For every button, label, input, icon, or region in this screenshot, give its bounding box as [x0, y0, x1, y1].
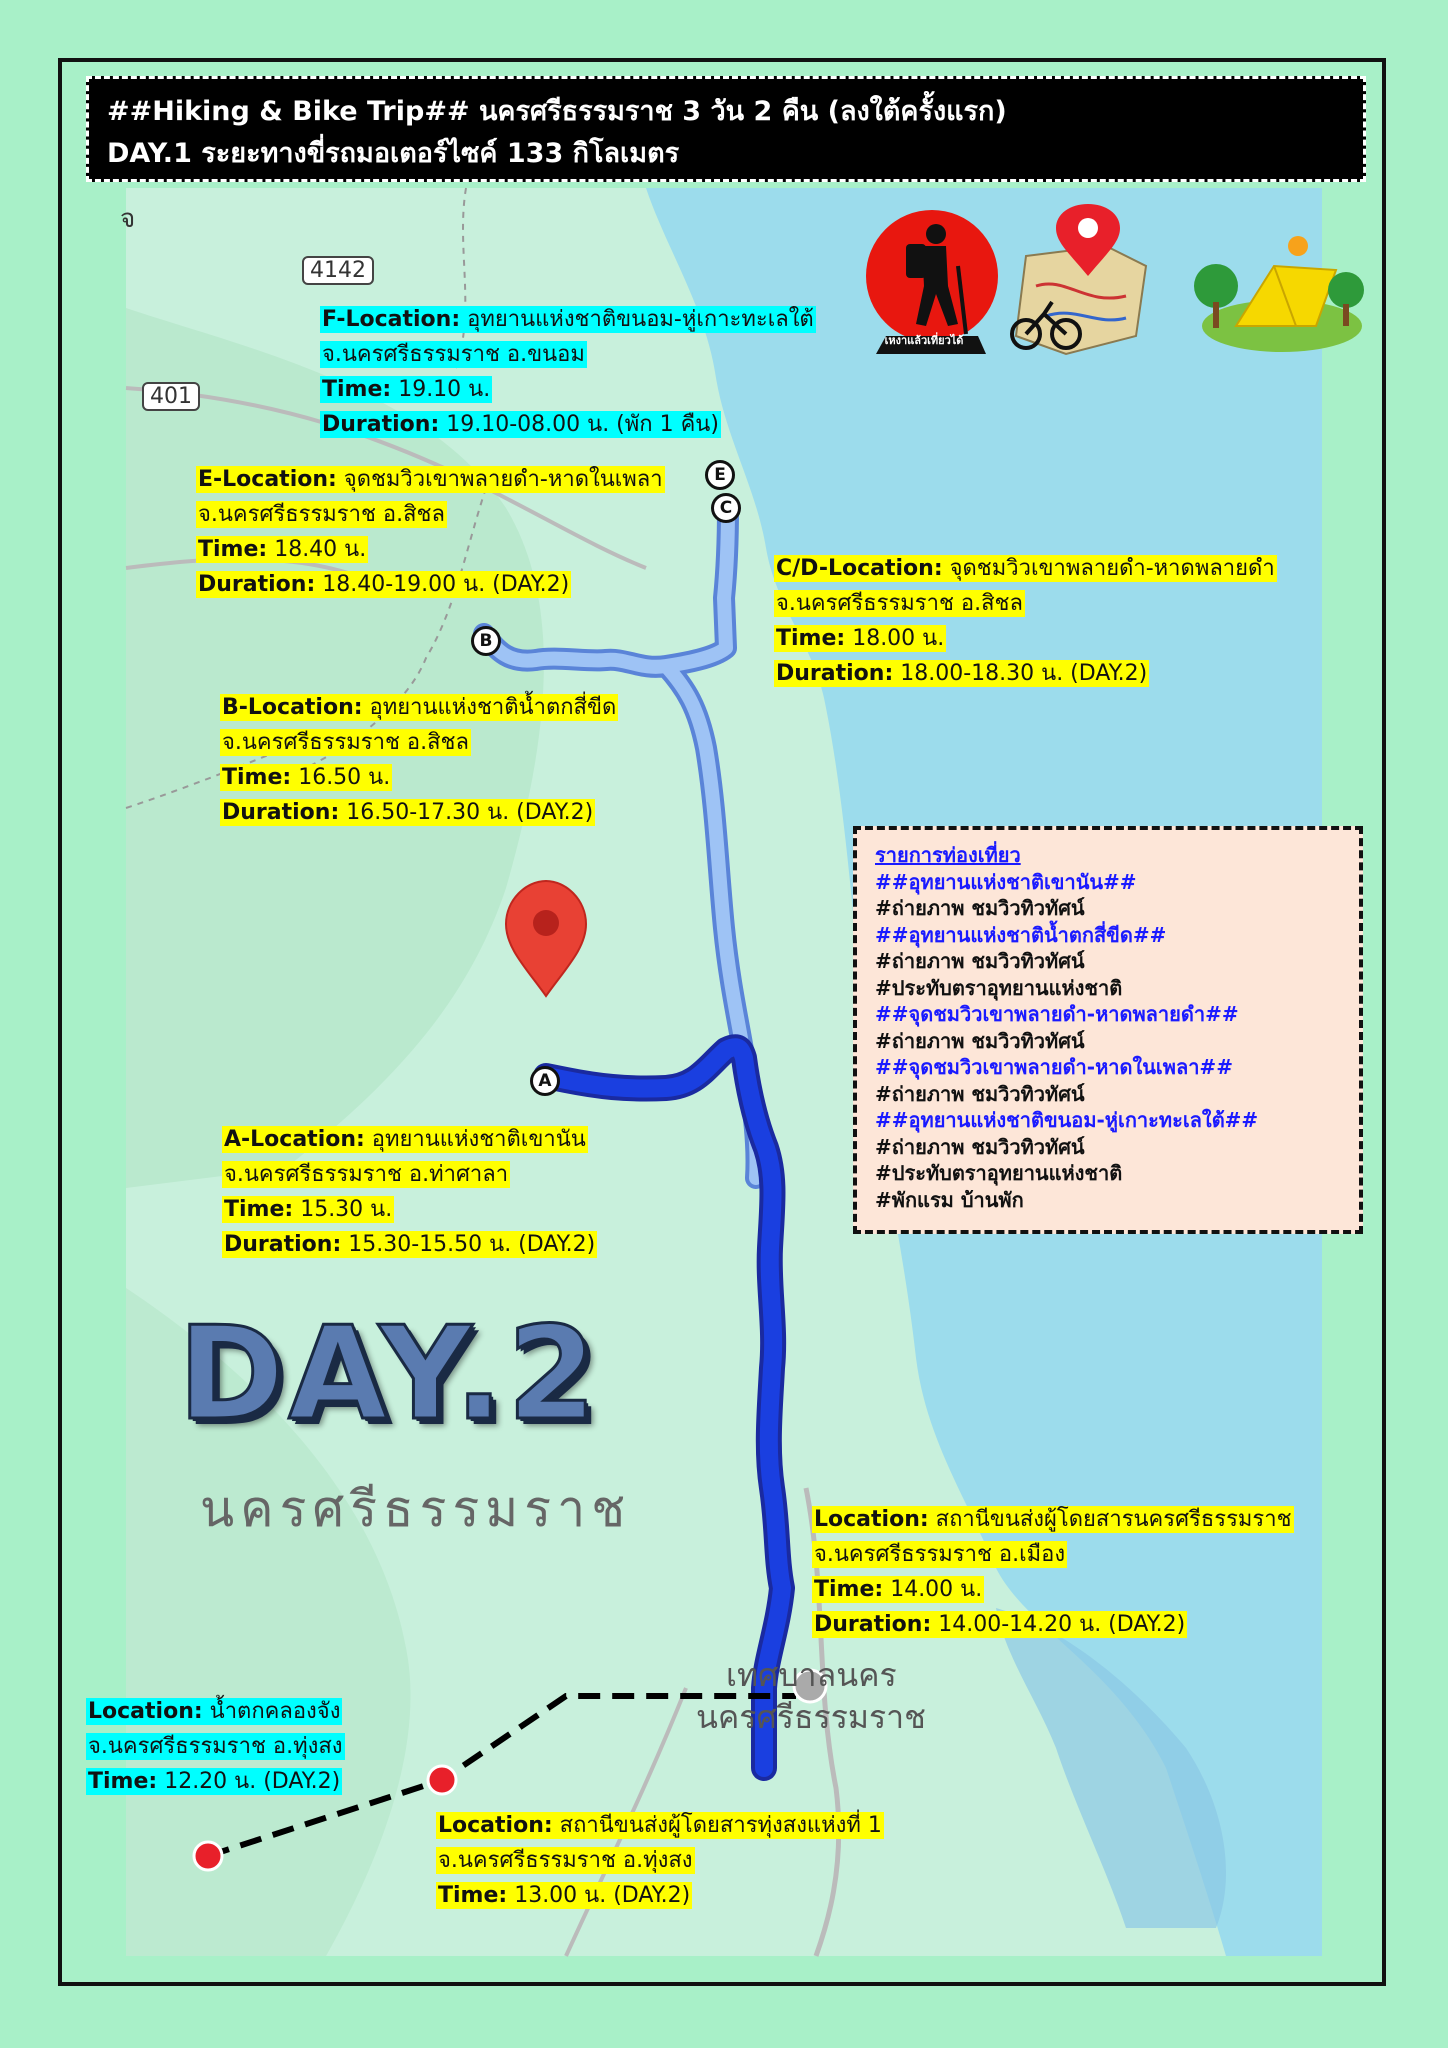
title-line-1: ##Hiking & Bike Trip## นครศรีธรรมราช 3 วัน 2 คืน (ลงใต้ครั้งแรก)	[107, 96, 1007, 127]
marker-c[interactable]: C	[711, 493, 741, 523]
itinerary-place: ##จุดชมวิวเขาพลายดำ-หาดในเพลา##	[875, 1055, 1233, 1079]
itinerary-activity: #ถ่ายภาพ ชมวิวทิวทัศน์	[875, 896, 1085, 920]
map-edge-label: จ	[120, 204, 136, 234]
title-line-2: DAY.1 ระยะทางขี่รถมอเตอร์ไซค์ 133 กิโลเมตร	[107, 138, 680, 169]
logo-text: เหงาแล้วเที่ยวได้	[884, 334, 964, 347]
decorative-icons	[866, 206, 1362, 354]
town-label-line-1: เทศบาลนคร	[726, 1656, 897, 1694]
label-a-location: A-Location: อุทยานแห่งชาติเขานัน จ.นครศรีธรรมราช อ.ท่าศาลา Time: 15.30 น. Duration: 15.30-15.50 น. (DAY.2)	[224, 1127, 596, 1257]
itinerary-activity: #ประทับตราอุทยานแห่งชาติ	[875, 975, 1123, 1000]
itinerary-place: ##จุดชมวิวเขาพลายดำ-หาดพลายดำ##	[875, 1002, 1239, 1026]
road-sign-4142: 4142	[302, 256, 374, 285]
label-bus-station-nakhon: Location: สถานีขนส่งผู้โดยสารนครศรีธรรมราช จ.นครศรีธรรมราช อ.เมือง Time: 14.00 น. Duration: 14.00-14.20 น. (DAY.2)	[814, 1507, 1292, 1637]
hiker-logo-icon	[866, 210, 998, 354]
itinerary-box	[853, 826, 1363, 1234]
province-title: นครศรีธรรมราช	[200, 1480, 632, 1538]
marker-e[interactable]: E	[705, 460, 735, 490]
marker-b[interactable]: B	[471, 626, 501, 656]
label-bus-station-thung-song: Location: สถานีขนส่งผู้โดยสารทุ่งสงแห่งที่ 1 จ.นครศรีธรรมราช อ.ทุ่งสง Time: 13.00 น. (DAY.2)	[438, 1813, 882, 1908]
itinerary-title[interactable]: รายการท่องเที่ยว	[875, 843, 1021, 867]
camping-tent-icon	[1194, 236, 1364, 352]
itinerary-place: ##อุทยานแห่งชาติขนอม-หู่เกาะทะเลใต้##	[875, 1108, 1259, 1132]
title-banner	[86, 76, 1366, 182]
itinerary-activity: #ถ่ายภาพ ชมวิวทิวทัศน์	[875, 1028, 1085, 1053]
itinerary-activity: #ถ่ายภาพ ชมวิวทิวทัศน์	[875, 949, 1085, 973]
map-pin-icon	[1012, 204, 1146, 354]
marker-a[interactable]: A	[530, 1066, 560, 1096]
label-cd-location: C/D-Location: จุดชมวิวเขาพลายดำ-หาดพลายดำ จ.นครศรีธรรมราช อ.สิชล Time: 18.00 น. Duration: 18.00-18.30 น. (DAY.2)	[776, 556, 1275, 686]
label-f-location: F-Location: อุทยานแห่งชาติขนอม-หู่เกาะทะเลใต้ จ.นครศรีธรรมราช อ.ขนอม Time: 19.10 น. Duration: 19.10-08.00 น. (พัก 1 คืน)	[322, 307, 814, 437]
label-b-location: B-Location: อุทยานแห่งชาติน้ำตกสี่ขีด จ.นครศรีธรรมราช อ.สิชล Time: 16.50 น. Duration: 16.50-17.30 น. (DAY.2)	[222, 695, 617, 825]
itinerary-list	[875, 869, 1341, 1214]
itinerary-activity: #ถ่ายภาพ ชมวิวทิวทัศน์	[875, 1081, 1085, 1106]
itinerary-activity: #ถ่ายภาพ ชมวิวทิวทัศน์	[875, 1134, 1085, 1159]
label-e-location: E-Location: จุดชมวิวเขาพลายดำ-หาดในเพลา จ.นครศรีธรรมราช อ.สิชล Time: 18.40 น. Duration: 18.40-19.00 น. (DAY.2)	[198, 467, 663, 597]
day-title: DAY.2	[178, 1300, 601, 1449]
label-waterfall-khlong-chang: Location: น้ำตกคลองจัง จ.นครศรีธรรมราช อ.ทุ่งสง Time: 12.20 น. (DAY.2)	[88, 1699, 343, 1794]
road-sign-401: 401	[142, 382, 200, 411]
itinerary-place: ##อุทยานแห่งชาติน้ำตกสี่ขีด##	[875, 922, 1167, 947]
town-label-line-2: นครศรีธรรมราช	[696, 1698, 926, 1736]
itinerary-place: ##อุทยานแห่งชาติเขานัน##	[875, 869, 1137, 894]
itinerary-activity: #ประทับตราอุทยานแห่งชาติ	[875, 1161, 1123, 1185]
itinerary-activity: #พักแรม บ้านพัก	[875, 1187, 1024, 1212]
